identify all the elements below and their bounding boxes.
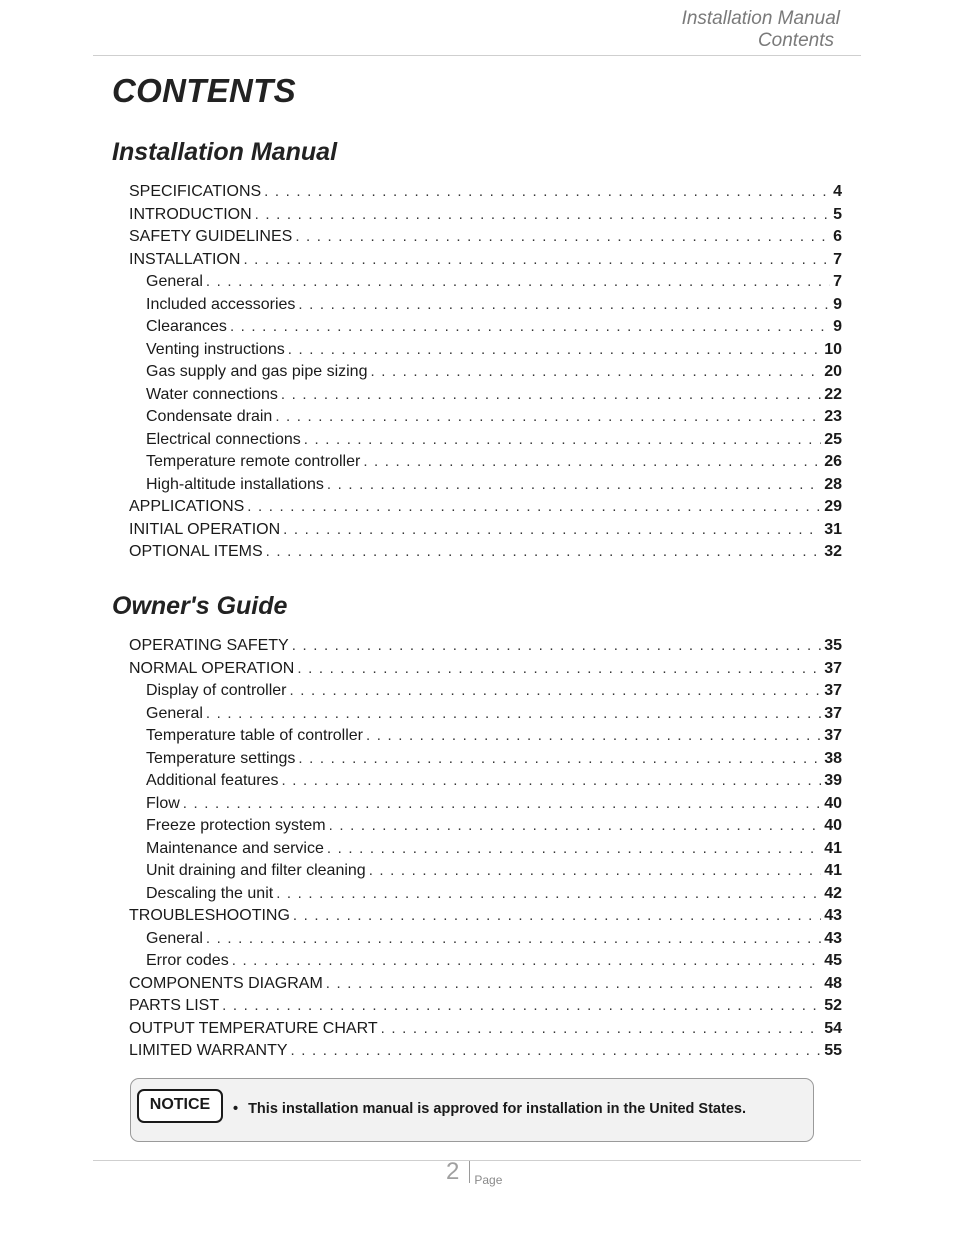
toc-entry[interactable] [129,543,842,566]
toc-leader-dots [232,952,822,969]
toc-entry-page: 41 [824,839,842,857]
toc-leader-dots [282,772,822,789]
toc-entry[interactable] [129,975,842,998]
toc-entry-label: Display of controller [146,682,287,699]
toc-entry-label: Condensate drain [146,408,273,425]
toc-entry-page: 26 [824,453,842,470]
toc-entry-page: 32 [824,543,842,560]
toc-entry[interactable] [129,363,842,386]
toc-entry-page: 48 [824,974,842,992]
toc-entry[interactable] [129,952,842,975]
toc-entry[interactable] [129,930,842,953]
toc-entry[interactable] [129,183,842,206]
toc-entry-label: SPECIFICATIONS [129,183,262,200]
toc-entry-label: LIMITED WARRANTY [129,1042,288,1059]
page-footer [446,1158,502,1186]
toc-entry[interactable] [129,637,842,660]
toc-entry-page: 4 [833,183,842,200]
toc-entry[interactable] [129,386,842,409]
toc-entry-label: INTRODUCTION [129,205,252,223]
toc-entry-page: 31 [824,520,842,538]
toc-owners-guide [129,637,842,1065]
toc-entry-label: Included accessories [146,295,296,313]
toc-leader-dots [366,727,821,744]
toc-entry-label: General [146,704,203,722]
toc-entry[interactable] [129,453,842,476]
toc-entry-page: 5 [833,205,842,223]
toc-entry[interactable] [129,273,842,296]
toc-leader-dots [304,431,821,448]
toc-leader-dots [183,795,821,812]
running-header [682,8,840,52]
toc-entry[interactable] [129,431,842,454]
toc-entry[interactable] [129,997,842,1020]
toc-entry-page: 37 [824,682,842,699]
toc-entry-page: 22 [824,385,842,403]
toc-entry-label: High-altitude installations [146,475,324,493]
toc-entry-page: 9 [833,295,842,313]
toc-leader-dots [283,521,821,538]
toc-entry-label: TROUBLESHOOTING [129,907,290,924]
toc-entry[interactable] [129,408,842,431]
toc-entry[interactable] [129,251,842,274]
footer-divider [469,1161,470,1183]
toc-leader-dots [206,705,821,722]
notice-message [233,1101,746,1117]
toc-entry-page: 38 [824,749,842,767]
toc-leader-dots [363,453,821,470]
toc-entry-page: 35 [824,637,842,654]
toc-entry[interactable] [129,318,842,341]
toc-entry[interactable] [129,727,842,750]
toc-entry-label: Clearances [146,318,227,335]
toc-entry-page: 37 [824,727,842,744]
toc-entry-page: 43 [824,929,842,947]
toc-entry-label: Temperature remote controller [146,453,361,470]
toc-leader-dots [329,817,822,834]
toc-entry-page: 25 [824,430,842,448]
toc-entry-label: Additional features [146,772,279,789]
toc-entry[interactable] [129,817,842,840]
toc-entry-page: 40 [824,817,842,834]
toc-entry[interactable] [129,498,842,521]
toc-leader-dots [230,318,830,335]
header-manual-title: Installation Manual [681,8,840,29]
toc-entry-label: Flow [146,794,180,812]
toc-installation-manual [129,183,842,566]
toc-entry-page: 40 [824,794,842,812]
toc-entry[interactable] [129,476,842,499]
toc-entry-label: Temperature table of controller [146,727,363,744]
toc-leader-dots [290,682,822,699]
header-rule [93,55,861,56]
toc-entry[interactable] [129,705,842,728]
section-heading-owners-guide: Owner's Guide [112,592,288,620]
toc-entry-label: OUTPUT TEMPERATURE CHART [129,1019,378,1037]
toc-leader-dots [243,251,830,268]
toc-entry-page: 7 [833,273,842,290]
toc-entry-page: 43 [824,907,842,924]
toc-entry-page: 52 [824,997,842,1014]
notice-text: This installation manual is approved for installation in the United States. [248,1101,746,1117]
toc-leader-dots [327,476,821,493]
page-number: 2 [446,1158,460,1185]
toc-entry-label: Venting instructions [146,340,285,358]
toc-leader-dots [206,273,830,290]
toc-entry-label: Gas supply and gas pipe sizing [146,363,368,380]
toc-leader-dots [266,543,822,560]
toc-entry[interactable] [129,206,842,229]
toc-leader-dots [276,885,821,902]
toc-leader-dots [288,341,821,358]
header-section-title: Contents [757,30,834,51]
toc-entry-label: Water connections [146,385,278,403]
toc-entry-page: 39 [824,772,842,789]
toc-entry-page: 9 [833,318,842,335]
toc-entry-page: 28 [824,475,842,493]
toc-entry-label: SAFETY GUIDELINES [129,228,293,245]
toc-entry-label: OPERATING SAFETY [129,637,289,654]
toc-entry-label: INSTALLATION [129,250,241,268]
toc-entry-page: 23 [824,408,842,425]
toc-entry-page: 7 [833,250,842,268]
toc-leader-dots [255,206,830,223]
toc-entry-label: PARTS LIST [129,997,220,1014]
toc-entry-label: General [146,929,203,947]
toc-entry[interactable] [129,228,842,251]
toc-entry-label: Electrical connections [146,430,301,448]
toc-leader-dots [275,408,821,425]
toc-leader-dots [327,840,821,857]
toc-entry-label: Freeze protection system [146,817,326,834]
toc-leader-dots [264,183,830,200]
toc-leader-dots [298,296,830,313]
toc-entry[interactable] [129,750,842,773]
section-heading-installation-manual: Installation Manual [112,138,338,166]
toc-entry-label: OPTIONAL ITEMS [129,543,263,560]
toc-leader-dots [291,1042,822,1059]
toc-entry-label: APPLICATIONS [129,498,245,515]
toc-entry-page: 55 [824,1042,842,1059]
toc-entry-label: Maintenance and service [146,839,324,857]
toc-entry[interactable] [129,521,842,544]
toc-entry-label: Temperature settings [146,749,296,767]
toc-leader-dots [247,498,821,515]
toc-entry-label: Descaling the unit [146,884,274,902]
toc-leader-dots [297,660,821,677]
toc-entry-page: 42 [824,884,842,902]
toc-entry[interactable] [129,795,842,818]
bullet-icon: • [233,1101,239,1117]
toc-entry-label: NORMAL OPERATION [129,659,295,677]
toc-entry-page: 37 [824,659,842,677]
toc-entry[interactable] [129,840,842,863]
page-word: Page [474,1173,503,1188]
toc-entry-page: 20 [824,363,842,380]
toc-entry[interactable] [129,862,842,885]
toc-entry[interactable] [129,1042,842,1065]
toc-entry[interactable] [129,660,842,683]
notice-tag: NOTICE [137,1089,223,1123]
toc-entry[interactable] [129,885,842,908]
toc-entry[interactable] [129,907,842,930]
toc-leader-dots [281,386,821,403]
notice-box [130,1078,814,1142]
toc-entry-page: 37 [824,704,842,722]
toc-leader-dots [292,637,821,654]
toc-entry-label: Error codes [146,952,229,969]
toc-entry-page: 6 [833,228,842,245]
toc-leader-dots [369,862,822,879]
toc-leader-dots [298,750,821,767]
toc-entry-label: COMPONENTS DIAGRAM [129,974,323,992]
toc-entry[interactable] [129,296,842,319]
toc-entry[interactable] [129,341,842,364]
toc-leader-dots [370,363,821,380]
page-title: CONTENTS [112,72,296,109]
toc-entry-page: 10 [824,340,842,358]
toc-leader-dots [206,930,821,947]
toc-entry-page: 29 [824,498,842,515]
toc-entry[interactable] [129,1020,842,1043]
toc-entry-label: General [146,273,203,290]
toc-entry-page: 41 [824,862,842,879]
toc-entry[interactable] [129,772,842,795]
toc-leader-dots [293,907,821,924]
toc-entry-page: 54 [824,1019,842,1037]
toc-leader-dots [326,975,821,992]
toc-entry-page: 45 [824,952,842,969]
toc-leader-dots [295,228,830,245]
toc-entry-label: INITIAL OPERATION [129,520,281,538]
toc-leader-dots [381,1020,822,1037]
toc-entry[interactable] [129,682,842,705]
toc-entry-label: Unit draining and filter cleaning [146,862,366,879]
toc-leader-dots [222,997,821,1014]
